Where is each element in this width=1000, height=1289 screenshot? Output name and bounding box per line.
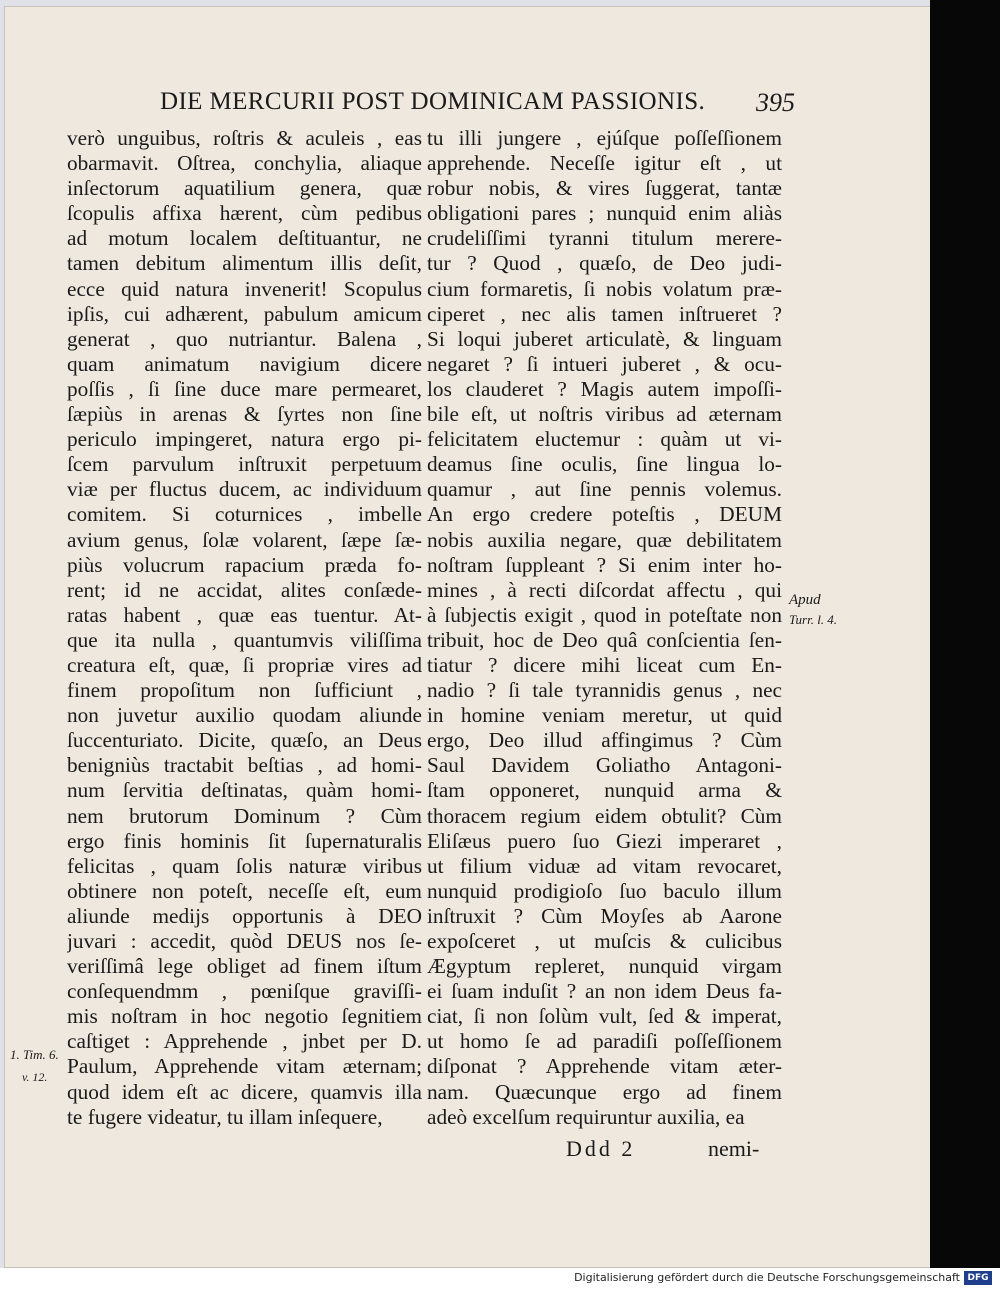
credit-bar bbox=[0, 1268, 1000, 1289]
text-line: nunquid prodigioſo ſuo baculo illum bbox=[427, 878, 782, 903]
margin-note-tim: 1. Tim. 6. bbox=[10, 1047, 59, 1062]
text-line: inſectorum aquatilium genera, quæ bbox=[67, 176, 422, 201]
text-line: cium formaretis, ſi nobis volatum præ- bbox=[427, 276, 782, 301]
text-line: noſtram ſuppleant ? Si enim inter ho- bbox=[427, 552, 782, 577]
text-line: quamur , aut ſine pennis volemus. bbox=[427, 477, 782, 502]
text-line: quod idem eſt ac dicere, quamvis illa bbox=[67, 1079, 422, 1104]
text-line: nem brutorum Dominum ? Cùm bbox=[67, 803, 422, 828]
text-line: Eliſæus puero ſuo Giezi imperaret , bbox=[427, 828, 782, 853]
text-line: tiatur ? dicere mihi liceat cum En- bbox=[427, 652, 782, 677]
text-line: obarmavit. Oſtrea, conchylia, aliaque bbox=[67, 151, 422, 176]
text-line: finem propoſitum non ſufficiunt , bbox=[67, 678, 422, 703]
text-line: veriſſimâ lege obliget ad finem iſtum bbox=[67, 954, 422, 979]
text-line: ſtam opponeret, nunquid arma & bbox=[427, 778, 782, 803]
text-line: quam animatum navigium dicere bbox=[67, 351, 422, 376]
running-header bbox=[160, 82, 820, 122]
text-line: nadio ? ſi tale tyrannidis genus , nec bbox=[427, 678, 782, 703]
text-line: robur nobis, & vires ſuggerat, tantæ bbox=[427, 176, 782, 201]
text-line: felicitatem eluctemur : quàm ut vi- bbox=[427, 427, 782, 452]
text-line: ei ſuam induſit ? an non idem Deus fa- bbox=[427, 979, 782, 1004]
text-line: benigniùs tractabit beſtias , ad homi- bbox=[67, 753, 422, 778]
text-line: ciat, ſi non ſolùm vult, ſed & imperat, bbox=[427, 1004, 782, 1029]
text-line: thoracem regium eidem obtulit? Cùm bbox=[427, 803, 782, 828]
text-line: poſſis , ſi ſine duce mare permearet, bbox=[67, 376, 422, 401]
text-line: bile eſt, ut noſtris viribus ad æternam bbox=[427, 402, 782, 427]
text-line: crudeliſſimi tyranni titulum merere- bbox=[427, 226, 782, 251]
text-line: comitem. Si coturnices , imbelle bbox=[67, 502, 422, 527]
text-line: inſtruxit ? Cùm Moyſes ab Aarone bbox=[427, 903, 782, 928]
credit-text: Digitalisierung gefördert durch die Deutsche Forschungsgemeinschaft bbox=[574, 1271, 960, 1284]
text-line: que ita nulla , quantumvis viliſſima bbox=[67, 627, 422, 652]
catchword: nemi- bbox=[708, 1136, 760, 1161]
text-line: An ergo credere poteſtis , DEUM bbox=[427, 502, 782, 527]
page-number: 395 bbox=[756, 88, 795, 117]
text-line: mis noſtram in hoc negotio ſegnitiem bbox=[67, 1004, 422, 1029]
margin-note-verse: v. 12. bbox=[22, 1070, 48, 1084]
text-line: viæ per fluctus ducem, ac individuum bbox=[67, 477, 422, 502]
text-line: ecce quid natura invenerit! Scopulus bbox=[67, 276, 422, 301]
text-line: obligationi pares ; nunquid enim aliàs bbox=[427, 201, 782, 226]
text-line: non juvetur auxilio quodam aliunde bbox=[67, 703, 422, 728]
text-line: Saul Davidem Goliatho Antagoni- bbox=[427, 753, 782, 778]
text-line: tu illi jungere , ejúſque poſſeſſionem bbox=[427, 126, 782, 150]
text-line: ſcopulis affixa hærent, cùm pedibus bbox=[67, 201, 422, 226]
text-line: ſæpiùs in arenas & ſyrtes non ſine bbox=[67, 402, 422, 427]
text-line: expoſceret , ut muſcis & culicibus bbox=[427, 929, 782, 953]
text-line: Paulum, Apprehende vitam æternam; bbox=[67, 1054, 422, 1079]
text-line: piùs volucrum rapacium præda fo- bbox=[67, 552, 422, 577]
text-line: ut filium viduæ ad vitam revocaret, bbox=[427, 853, 782, 878]
dfg-logo-icon: DFG bbox=[964, 1271, 992, 1285]
text-line: mines , à recti diſcordat affectu , qui bbox=[427, 577, 782, 602]
text-line: los clauderet ? Magis autem impoſſi- bbox=[427, 376, 782, 401]
text-line: nobis auxilia negare, quæ debilitatem bbox=[427, 527, 782, 552]
text-line: tamen debitum alimentum illis deſit, bbox=[67, 251, 422, 276]
right-column bbox=[427, 126, 782, 1130]
text-line: deamus ſine oculis, ſine lingua lo- bbox=[427, 452, 782, 477]
text-line: caſtiget : Apprehende , jnbet per D. bbox=[67, 1029, 422, 1054]
text-line: verò unguibus, roſtris & aculeis , eas bbox=[67, 126, 422, 150]
text-line: à ſubjectis exigit , quod in poteſtate non bbox=[427, 602, 782, 627]
text-line: nam. Quæcunque ergo ad finem bbox=[427, 1079, 782, 1104]
left-column bbox=[67, 126, 422, 1130]
text-line: generat , quo nutriantur. Balena , bbox=[67, 326, 422, 351]
page-footer bbox=[566, 1136, 786, 1166]
text-line: negaret ? ſi intueri juberet , & ocu- bbox=[427, 351, 782, 376]
text-line: creatura eſt, quæ, ſi propriæ vires ad bbox=[67, 652, 422, 677]
text-line: rent; id ne accidat, alites conſæde- bbox=[67, 577, 422, 602]
text-line: obtinere non poteſt, neceſſe eſt, eum bbox=[67, 878, 422, 903]
text-line: ergo, Deo illud affingimus ? Cùm bbox=[427, 728, 782, 753]
text-line: adeò excelſum requiruntur auxilia, ea bbox=[427, 1104, 745, 1129]
signature-mark: Ddd 2 bbox=[566, 1136, 636, 1161]
text-line: ipſis, cui adhærent, pabulum amicum bbox=[67, 301, 422, 326]
margin-note-turr: Turr. l. 4. bbox=[789, 612, 838, 627]
text-line: apprehende. Neceſſe igitur eſt , ut bbox=[427, 151, 782, 176]
header-title: DIE MERCURII POST DOMINICAM PASSIONIS. bbox=[160, 88, 706, 115]
text-line: te fugere videatur, tu illam inſequere, bbox=[67, 1104, 383, 1129]
text-line: ad motum localem deſtituantur, ne bbox=[67, 226, 422, 251]
text-line: tribuit, hoc de Deo quâ conſcientia ſen- bbox=[427, 627, 782, 652]
text-line: aliunde medijs opportunis à DEO bbox=[67, 903, 422, 928]
text-line: ſcem parvulum inſtruxit perpetuum bbox=[67, 452, 422, 477]
text-line: juvari : accedit, quòd DEUS nos ſe- bbox=[67, 929, 422, 953]
text-line: conſequendmm , pœniſque graviſſi- bbox=[67, 979, 422, 1004]
text-line: num ſervitia deſtinatas, quàm homi- bbox=[67, 778, 422, 803]
text-line: felicitas , quam ſolis naturæ viribus bbox=[67, 853, 422, 878]
text-line: ut homo ſe ad paradiſi poſſeſſionem bbox=[427, 1029, 782, 1054]
scan-background bbox=[930, 0, 1000, 1268]
text-line: ciperet , nec alis tamen inſtrueret ? bbox=[427, 301, 782, 326]
text-line: periculo impingeret, natura ergo pi- bbox=[67, 427, 422, 452]
text-line: ratas habent , quæ eas tuentur. At- bbox=[67, 602, 422, 627]
text-line: Si loqui juberet articulatè, & linguam bbox=[427, 326, 782, 351]
margin-note-apud: Apud bbox=[789, 592, 821, 608]
text-line: in homine veniam meretur, ut quid bbox=[427, 703, 782, 728]
text-line: tur ? Quod , quæſo, de Deo judi- bbox=[427, 251, 782, 276]
text-line: ergo finis hominis ſit ſupernaturalis bbox=[67, 828, 422, 853]
text-line: avium genus, ſolæ volarent, ſæpe ſæ- bbox=[67, 527, 422, 552]
text-line: diſponat ? Apprehende vitam æter- bbox=[427, 1054, 782, 1079]
text-line: ſuccenturiato. Dicite, quæſo, an Deus bbox=[67, 728, 422, 753]
text-line: Ægyptum repleret, nunquid virgam bbox=[427, 954, 782, 979]
